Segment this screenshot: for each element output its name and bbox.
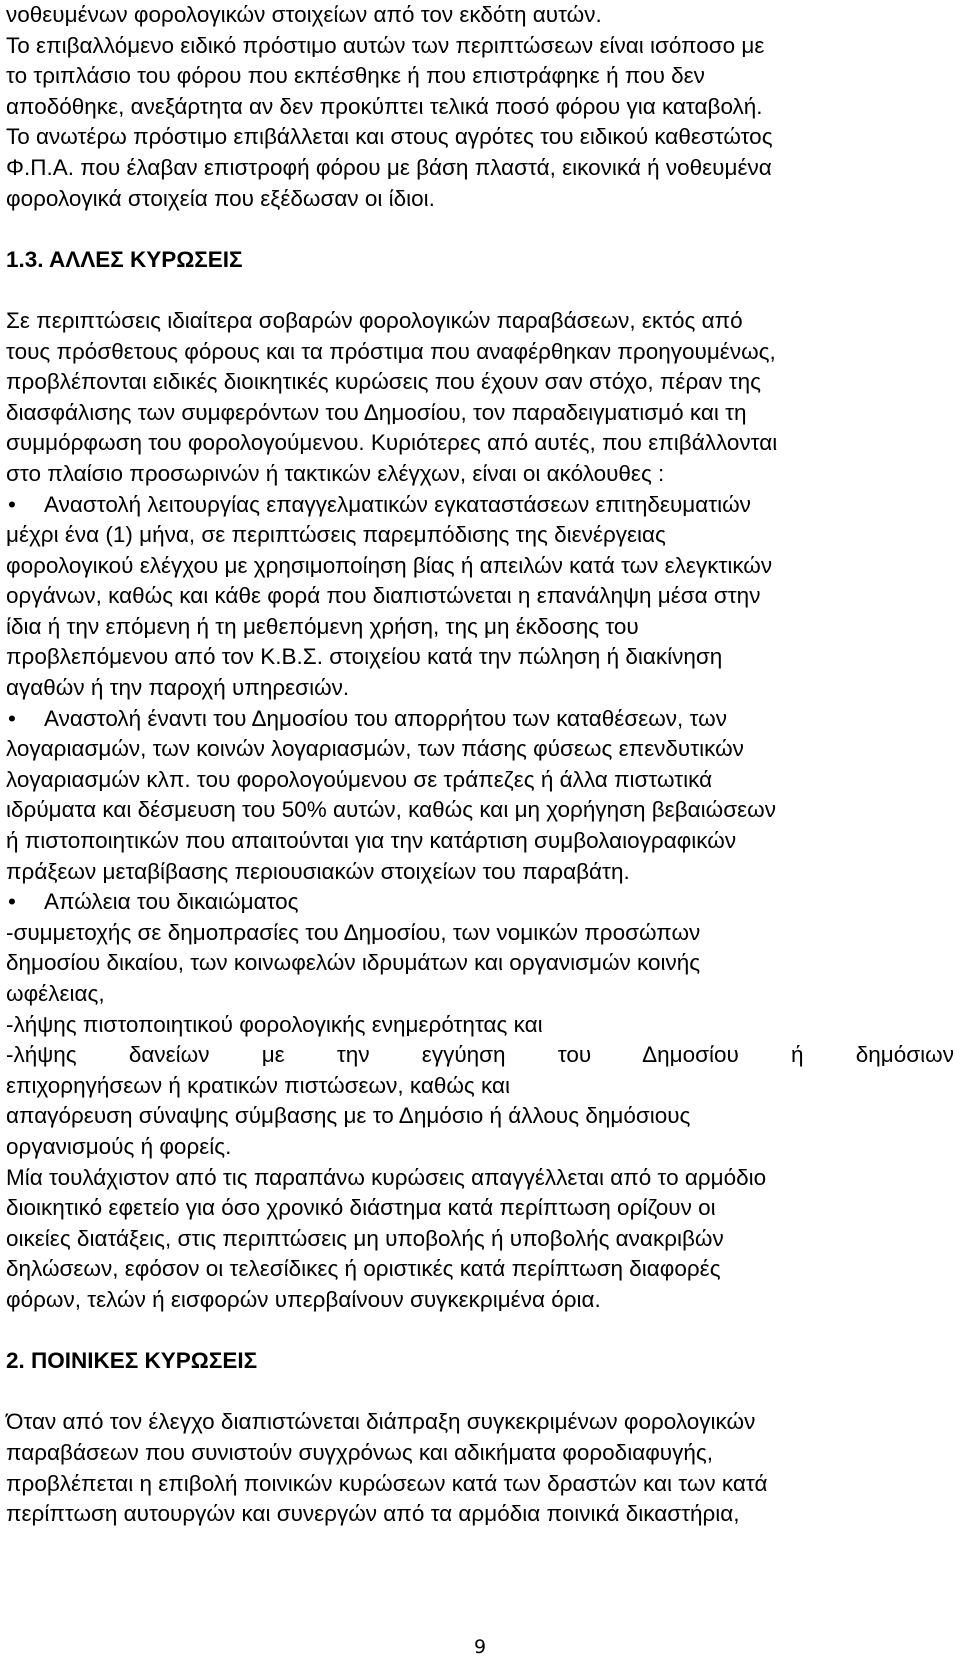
text-line: επιχορηγήσεων ή κρατικών πιστώσεων, καθώς και (6, 1072, 511, 1098)
paragraph-gap (6, 1377, 954, 1408)
paragraph-criminal-sanctions (6, 1407, 954, 1529)
text-line: ή πιστοποιητικών που απαιτούνται για την κατάρτιση συμβολαιογραφικών (6, 828, 737, 854)
text-line: λογαριασμών, των κοινών λογαριασμών, των πάσης φύσεως επενδυτικών (6, 736, 744, 762)
text-line: προβλέπονται ειδικές διοικητικές κυρώσεις που έχουν σαν στόχο, πέραν της (6, 369, 762, 395)
bullet-first-line (6, 887, 954, 918)
text-line: δημοσίου δικαίου, των κοινωφελών ιδρυμάτων και οργανισμών κοινής (6, 950, 701, 976)
bullet-item-suspension-of-operation (6, 490, 954, 704)
text-line: Το επιβαλλόμενο ειδικό πρόστιμο αυτών των περιπτώσεων είναι ισόποσο με (6, 32, 765, 58)
text-line: φορολογικά στοιχεία που εξέδωσαν οι ίδιοι. (6, 185, 435, 211)
bullet-first-line (6, 490, 954, 521)
bullet-icon: • (8, 705, 16, 731)
text-line: -συμμετοχής σε δημοπρασίες του Δημοσίου, των νομικών προσώπων (6, 919, 701, 945)
text-line: στο πλαίσιο προσωρινών ή τακτικών ελέγχων, είναι οι ακόλουθες : (6, 460, 665, 486)
text-line: διασφάλισης των συμφερόντων του Δημοσίου, τον παραδειγματισμό και τη (6, 399, 747, 425)
text-line: διοικητικό εφετείο για όσο χρονικό διάστημα κατά περίπτωση ορίζουν οι (6, 1195, 716, 1221)
bullet-item-loss-of-right (6, 887, 954, 1162)
text-line: προβλεπόμενου από τον Κ.Β.Σ. στοιχείου κατά την πώληση ή διακίνηση (6, 644, 723, 670)
text-line: -λήψης πιστοποιητικού φορολογικής ενημερότητας και (6, 1011, 543, 1037)
bullet-icon: • (8, 491, 16, 517)
text-line: τους πρόσθετους φόρους και τα πρόστιμα που αναφέρθηκαν προηγουμένως, (6, 338, 776, 364)
text-line: οργανισμούς ή φορείς. (6, 1133, 232, 1159)
text-line: ωφέλειας, (6, 981, 105, 1006)
bullet-text: Αναστολή έναντι του Δημοσίου του απορρήτου των καταθέσεων, των (44, 705, 727, 731)
text-line: αγαθών ή την παροχή υπηρεσιών. (6, 675, 350, 701)
bullet-text: Απώλεια του δικαιώματος (44, 889, 299, 915)
text-line: Όταν από τον έλεγχο διαπιστώνεται διάπραξη συγκεκριμένων φορολογικών (6, 1409, 756, 1435)
text-line: Μία τουλάχιστον από τις παραπάνω κυρώσεις απαγγέλλεται από το αρμόδιο (6, 1164, 767, 1190)
paragraph-appeal-court (6, 1163, 954, 1316)
text-line: Σε περιπτώσεις ιδιαίτερα σοβαρών φορολογικών παραβάσεων, εκτός από (6, 307, 743, 333)
text-line: ιδρύματα και δέσμευση του 50% αυτών, καθώς και μη χορήγηση βεβαιώσεων (6, 797, 776, 823)
paragraph-special-fine (6, 0, 954, 214)
document-page (6, 0, 954, 1530)
text-line: -λήψης δανείων με την εγγύηση του Δημοσίου ή δημόσιων (6, 1042, 954, 1068)
bullet-text: Αναστολή λειτουργίας επαγγελματικών εγκαταστάσεων επιτηδευματιών (44, 491, 751, 517)
text-line: Φ.Π.Α. που έλαβαν επιστροφή φόρου με βάση πλαστά, εικονικά ή νοθευμένα (6, 154, 772, 180)
bullet-first-line (6, 704, 954, 735)
text-line: προβλέπεται η επιβολή ποινικών κυρώσεων κατά των δραστών και των κατά (6, 1470, 768, 1496)
paragraph-gap (6, 1316, 954, 1347)
paragraph-gap (6, 214, 954, 245)
bullet-item-bank-secrecy (6, 704, 954, 888)
text-line: μέχρι ένα (1) μήνα, σε περιπτώσεις παρεμπόδισης της διενέργειας (6, 522, 666, 548)
text-line: οικείες διατάξεις, στις περιπτώσεις μη υποβολής ή υποβολής ανακριβών (6, 1225, 724, 1251)
paragraph-gap (6, 275, 954, 306)
text-line: φόρων, τελών ή εισφορών υπερβαίνουν συγκεκριμένα όρια. (6, 1286, 601, 1312)
text-line: ίδια ή την επόμενη ή τη μεθεπόμενη χρήση, της μη έκδοσης του (6, 613, 639, 639)
section-heading-1-3: 1.3. ΑΛΛΕΣ ΚΥΡΩΣΕΙΣ (6, 246, 243, 272)
text-line: το τριπλάσιο του φόρου που εκπέσθηκε ή που επιστράφηκε ή που δεν (6, 63, 705, 89)
text-line: φορολογικού ελέγχου με χρησιμοποίηση βίας ή απειλών κατά των ελεγκτικών (6, 552, 773, 578)
text-line: οργάνων, καθώς και κάθε φορά που διαπιστώνεται η επανάληψη μέσα στην (6, 583, 761, 609)
bullet-icon: • (8, 889, 16, 915)
text-line: λογαριασμών κλπ. του φορολογούμενου σε τράπεζες ή άλλα πιστωτικά (6, 766, 713, 792)
page-number: 9 (473, 1636, 487, 1658)
text-line: αποδόθηκε, ανεξάρτητα αν δεν προκύπτει τελικά ποσό φόρου για καταβολή. (6, 93, 763, 119)
text-line: παραβάσεων που συνιστούν συγχρόνως και αδικήματα φοροδιαφυγής, (6, 1439, 713, 1465)
text-line: πράξεων μεταβίβασης περιουσιακών στοιχείων του παραβάτη. (6, 858, 630, 884)
text-line: απαγόρευση σύναψης σύμβασης με το Δημόσιο ή άλλους δημόσιους (6, 1103, 691, 1129)
text-line: περίπτωση αυτουργών και συνεργών από τα αρμόδια ποινικά δικαστήρια, (6, 1501, 740, 1527)
text-line: Το ανωτέρω πρόστιμο επιβάλλεται και στους αγρότες του ειδικού καθεστώτος (6, 124, 773, 150)
text-line: δηλώσεων, εφόσον οι τελεσίδικες ή οριστικές κατά περίπτωση διαφορές (6, 1256, 721, 1282)
text-line: συμμόρφωση του φορολογούμενου. Κυριότερες από αυτές, που επιβάλλονται (6, 430, 778, 456)
text-line: νοθευμένων φορολογικών στοιχείων από τον εκδότη αυτών. (6, 2, 602, 27)
paragraph-other-sanctions-intro (6, 306, 954, 490)
section-heading-2: 2. ΠΟΙΝΙΚΕΣ ΚΥΡΩΣΕΙΣ (6, 1348, 258, 1374)
